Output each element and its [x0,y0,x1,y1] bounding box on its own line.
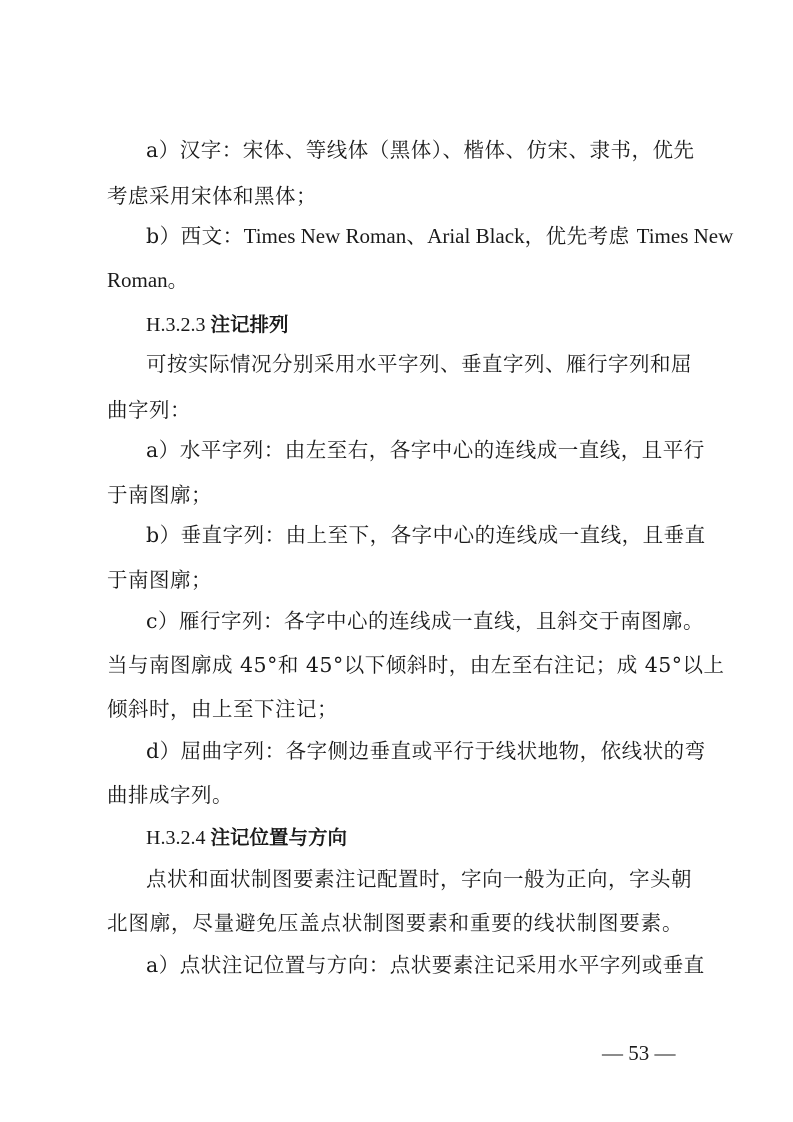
paragraph-line-4 [107,267,189,293]
paragraph-line-10: 于南图廓； [107,568,212,592]
paragraph-line-13: 倾斜时，由上至下注记； [107,697,338,721]
paragraph-line-8: 于南图廓； [107,483,212,507]
paragraph-line-6: 曲字列： [107,398,191,422]
heading-number: H.3.2.4 [146,827,206,849]
paragraph-line-12: 当与南图廓成 45°和 45°以下倾斜时，由左至右注记；成 45°以上 [107,653,725,677]
heading-title: 注记位置与方向 [210,826,347,849]
section-heading-h323 [146,311,288,338]
paragraph-line-15: 曲排成字列。 [107,783,233,807]
text-span: 。 [167,268,189,292]
section-heading-h324 [146,824,347,851]
paragraph-line-3 [146,223,733,249]
paragraph-line-5: 可按实际情况分别采用水平字列、垂直字列、雁行字列和屈 [146,352,692,376]
paragraph-line-14: d）屈曲字列：各字侧边垂直或平行于线状地物，依线状的弯 [146,739,706,763]
paragraph-line-1: a）汉字：宋体、等线体（黑体）、楷体、仿宋、隶书，优先 [146,138,695,162]
paragraph-line-16: 点状和面状制图要素注记配置时，字向一般为正向，字头朝 [146,867,692,891]
paragraph-line-2: 考虑采用宋体和黑体； [107,184,317,208]
paragraph-line-11: c）雁行字列：各字中心的连线成一直线，且斜交于南图廓。 [146,609,704,633]
latin-text-span: Times New [636,224,734,248]
paragraph-line-17: 北图廓，尽量避免压盖点状制图要素和重要的线状制图要素。 [107,911,683,935]
text-span: b）西文： [146,224,244,248]
latin-text-span: Times New Roman、Arial Black [243,224,525,248]
text-span: ，优先考虑 [524,224,637,248]
heading-number: H.3.2.3 [146,314,206,336]
latin-text-span: Roman [107,268,168,292]
heading-title: 注记排列 [210,313,289,336]
paragraph-line-18: a）点状注记位置与方向：点状要素注记采用水平字列或垂直 [146,953,705,977]
paragraph-line-7: a）水平字列：由左至右，各字中心的连线成一直线，且平行 [146,438,705,462]
page-number: — 53 — [602,1041,676,1065]
paragraph-line-9: b）垂直字列：由上至下，各字中心的连线成一直线，且垂直 [146,523,706,547]
